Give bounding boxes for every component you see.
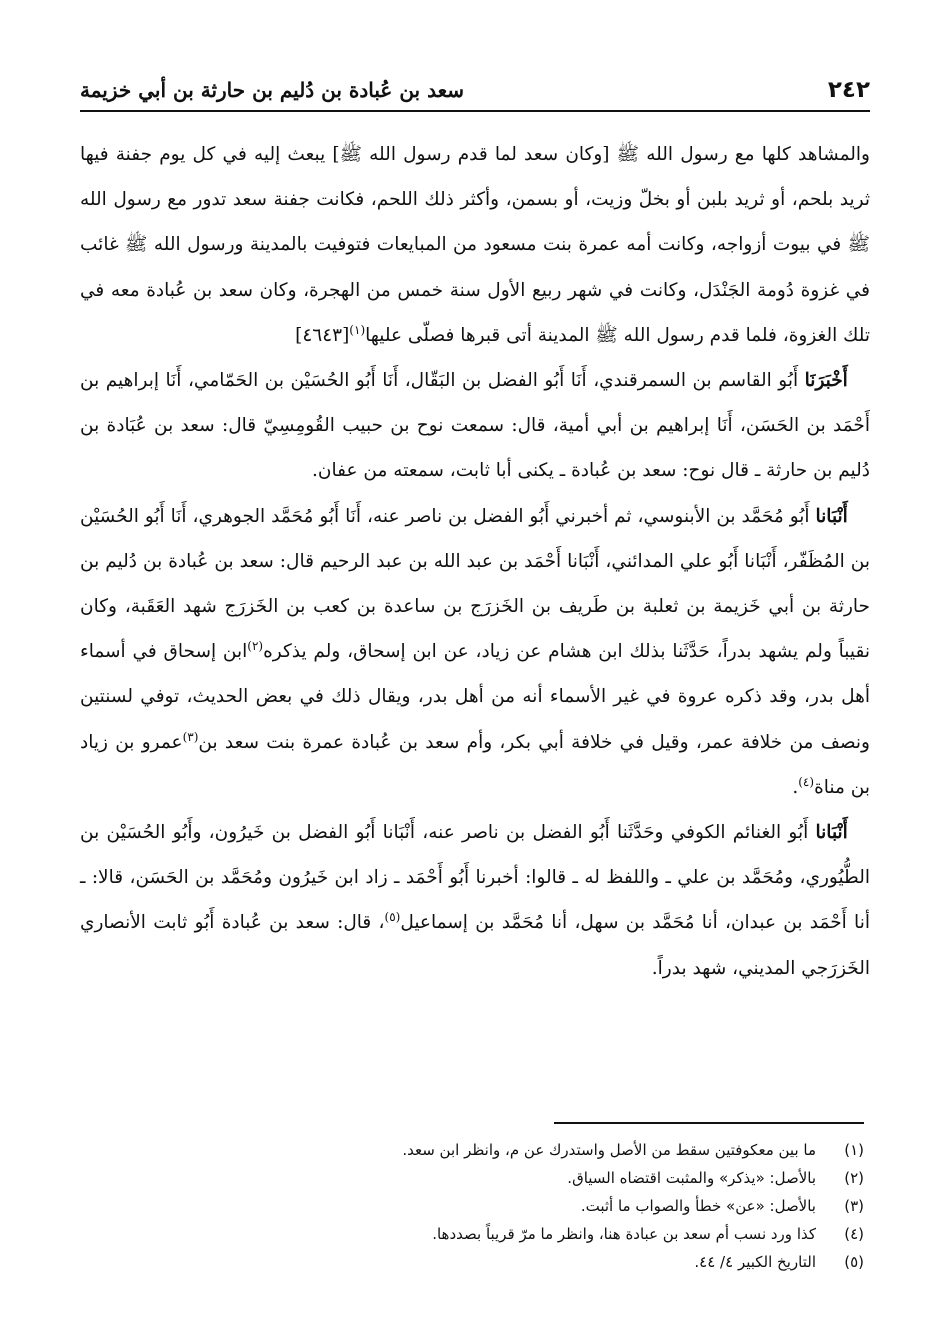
paragraph-4: [80, 810, 870, 991]
footnote-number: (٥): [844, 1253, 864, 1271]
footnote-ref-5: (٥): [384, 910, 401, 925]
footnote-4: [104, 1220, 864, 1248]
footnote-text: بالأصل: «يذكر» والمثبت اقتضاه السياق.: [567, 1169, 816, 1187]
running-title: سعد بن عُبادة بن دُليم بن حارثة بن أبي خزيمة: [80, 78, 464, 102]
paragraph-3-end: .: [792, 776, 799, 798]
footnote-ref-3: (٣): [182, 729, 199, 744]
page-number: ٢٤٢: [827, 77, 870, 103]
footnote-number: (١): [844, 1141, 864, 1159]
footnotes: [104, 1136, 864, 1276]
footnote-ref-4: (٤): [798, 774, 815, 789]
footnote-ref-2: (٢): [247, 639, 264, 654]
transmission-term: أَنْبَانا: [815, 505, 848, 527]
footnote-text: التاريخ الكبير ٤/ ٤٤.: [694, 1253, 816, 1271]
footnote-number: (٣): [844, 1197, 864, 1215]
footnote-2: [104, 1164, 864, 1192]
page-header: [80, 70, 870, 110]
transmission-term: أَنْبَانا: [815, 822, 848, 844]
footnote-ref-1: (١): [349, 322, 366, 337]
source-reference: [٤٦٤٣]: [295, 324, 350, 346]
paragraph-1: [80, 132, 870, 358]
transmission-term: أَخْبَرَنَا: [804, 370, 848, 392]
footnote-text: كذا ورد نسب أم سعد بن عبادة هنا، وانظر ما مرّ قريباً بصددها.: [432, 1225, 816, 1243]
paragraph-4-text-a: أَبُو الغنائم الكوفي وحَدَّثَنا أَبُو الفضل بن ناصر عنه، أَنْبَانا أَبُو الفضل بن خَيرُون، وأَبُو الحُسَيْن بن الطُّيُوري، ومُحَمَّد بن علي ـ واللفظ له ـ قالوا: أخبرنا أَبُو أَحْمَد ـ زاد ابن خَيرُون ومُحَمَّد بن الحَسَن، قالا: ـ أنا أَحْمَد بن عبدان، أنا مُحَمَّد بن سهل، أنا مُحَمَّد بن إسماعيل: [80, 822, 870, 934]
paragraph-3-text-a: أَبُو مُحَمَّد بن الأبنوسي، ثم أخبرني أَبُو الفضل بن ناصر عنه، أَنَا أَبُو مُحَمَّد الجوهري، أَنَا أَبُو الحُسَيْن بن المُظَفّر، أَنْبَانا أَبُو علي المدائني، أَنْبَانا أَحْمَد بن عبد الله بن عبد الرحيم قال: سعد بن عُبادة بن دُليم بن حارثة بن أبي خَزيمة بن ثعلبة بن طَريف بن الخَزرَج بن ساعدة بن كعب بن الخَزرَج شهد العَقَبة، وكان نقيباً ولم يشهد بدراً، حَدَّثَنا بذلك ابن هشام عن زياد، عن ابن إسحاق، ولم يذكره: [80, 505, 870, 663]
footnote-number: (٤): [844, 1225, 864, 1243]
paragraph-2: [80, 358, 870, 494]
footnote-divider: [554, 1122, 864, 1124]
footnote-text: بالأصل: «عن» خطأ والصواب ما أثبت.: [580, 1197, 816, 1215]
footnote-5: [104, 1248, 864, 1276]
paragraph-1-text: والمشاهد كلها مع رسول الله ﷺ [وكان سعد لما قدم رسول الله ﷺ] يبعث إليه في كل يوم جفنة فيها ثريد بلحم، أو ثريد بلبن أو بخلّ وزيت، أو بسمن، وأكثر ذلك اللحم، فكانت جفنة سعد تدور مع رسول الله ﷺ في بيوت أزواجه، وكانت أمه عمرة بنت مسعود من المبايعات فتوفيت بالمدينة ورسول الله ﷺ غائب في غزوة دُومة الجَنْدَل، وكانت في شهر ربيع الأول سنة خمس من الهجرة، وكان سعد بن عُبادة معه في تلك الغزوة، فلما قدم رسول الله ﷺ المدينة أتى قبرها فصلّى عليها: [80, 144, 870, 346]
paragraph-3-text-c: عمرو بن زياد بن مناة: [80, 731, 870, 798]
paragraph-3: [80, 494, 870, 810]
paragraph-4-text-b: ، قال: سعد بن عُبادة أَبُو ثابت الأنصاري الخَزرَجي المديني، شهد بدراً.: [80, 912, 870, 979]
paragraph-2-text: أَبُو القاسم بن السمرقندي، أَنَا أَبُو الفضل بن البَقّال، أَنَا أَبُو الحُسَيْن بن الحَمّامي، أَنَا إبراهيم بن أَحْمَد بن الحَسَن، أَنَا إبراهيم بن أبي أمية، قال: سمعت نوح بن حبيب القُومِسِيّ قال: سعد بن عُبَادة بن دُليم بن حارثة ـ قال نوح: سعد بن عُبادة ـ يكنى أبا ثابت، سمعته من عفان.: [80, 370, 870, 482]
footnote-3: [104, 1192, 864, 1220]
footnote-text: ما بين معكوفتين سقط من الأصل واستدرك عن م، وانظر ابن سعد.: [402, 1141, 816, 1159]
header-divider: [80, 110, 870, 112]
footnote-1: [104, 1136, 864, 1164]
main-text: [80, 132, 870, 991]
footnote-number: (٢): [844, 1169, 864, 1187]
paragraph-3-text-b: ابن إسحاق في أسماء أهل بدر، وقد ذكره عروة في غير الأسماء أنه من أهل بدر، ويقال ذلك في بعض الحديث، توفي لسنتين ونصف من خلافة عمر، وقيل في خلافة أبي بكر، وأم سعد بن عُبادة عمرة بنت سعد بن: [80, 641, 870, 753]
